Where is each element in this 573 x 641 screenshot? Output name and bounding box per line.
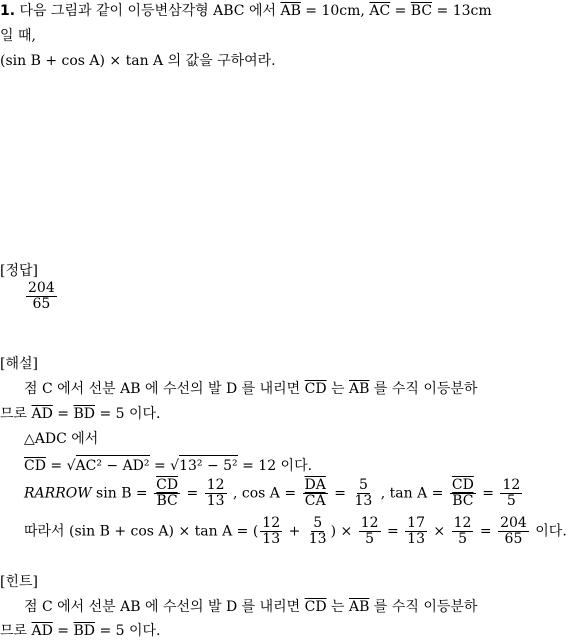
solution-text: = √	[45, 458, 76, 474]
answer-value	[24, 281, 59, 312]
problem-line-1	[0, 2, 492, 20]
problem-line-2: 일 때,	[0, 28, 36, 44]
equals-sign: =	[52, 406, 74, 422]
fraction-cd-bc-2	[450, 478, 476, 509]
equals-sign: =	[382, 523, 404, 540]
equals-sign: =	[477, 485, 499, 502]
solution-line-4	[24, 455, 312, 475]
fraction-den: 13	[354, 493, 373, 509]
hint-text: = 5 이다.	[95, 623, 161, 639]
fraction-num: 12	[453, 515, 472, 531]
rarrow-text: RARROW	[24, 485, 92, 502]
answer-denominator: 65	[32, 296, 51, 312]
segment-ab: $\overline{AB}$	[280, 3, 301, 19]
segment-bd: $\overline{BD}$	[73, 406, 95, 422]
fraction-den: BC	[156, 493, 178, 509]
answer-label: [정답]	[0, 263, 38, 279]
equals-sign: =	[329, 485, 351, 502]
fraction-num: 12	[502, 477, 521, 493]
equals-sign: =	[52, 623, 74, 639]
hint-text: 는	[326, 599, 350, 615]
fraction-den: 5	[506, 493, 516, 509]
segment-cd: $\overline{CD}$	[24, 458, 46, 474]
fraction-12-13	[205, 478, 227, 509]
solution-text: 를 수직 이등분하	[369, 381, 478, 397]
segment-cd: $\overline{CD}$	[304, 599, 327, 615]
fraction-5-13	[353, 478, 375, 509]
problem-line-3: (sin B + cos A) × tan A 의 값을 구하여라.	[0, 53, 276, 69]
solution-text: 점 C 에서 선분 AB 에 수선의 발 D 를 내리면	[24, 381, 301, 397]
fraction-den: 5	[458, 531, 467, 547]
fraction-den: 65	[504, 531, 523, 547]
fraction-den: 13	[262, 531, 281, 547]
cos-a-label: , cos A =	[228, 485, 301, 502]
hint-text: 므로	[0, 623, 32, 639]
fraction-num: $\overline{CD}$	[156, 477, 179, 493]
radicand-2: 13² − 5²	[179, 455, 238, 475]
segment-ac: $\overline{AC}$	[369, 3, 391, 19]
fraction-12-5	[359, 516, 381, 547]
solution-line-3: △ADC 에서	[24, 431, 99, 447]
fraction-num: $\overline{CD}$	[451, 477, 474, 493]
times-sign: ×	[428, 523, 450, 540]
solution-line-6	[24, 516, 567, 547]
fraction-cd-bc	[154, 478, 180, 509]
solution-text: 따라서 (sin B + cos A) × tan A = (	[24, 523, 259, 540]
radicand-1: AC² − AD²	[76, 455, 150, 475]
times-sign: ) ×	[330, 523, 357, 540]
equals-sign: =	[390, 3, 411, 19]
segment-ab: $\overline{AB}$	[349, 381, 370, 397]
segment-ab: $\overline{AB}$	[349, 599, 370, 615]
solution-text: 므로	[0, 406, 32, 422]
solution-line-5	[24, 478, 524, 509]
fraction-da-ca	[303, 478, 328, 509]
fraction-num: $\overline{DA}$	[304, 477, 326, 493]
segment-bc: $\overline{BC}$	[410, 3, 433, 19]
fraction-den: CA	[304, 493, 326, 509]
answer-fraction	[26, 281, 57, 312]
sin-b-label: sin B =	[91, 485, 153, 502]
hint-text: 점 C 에서 선분 AB 에 수선의 발 D 를 내리면	[24, 599, 301, 615]
fraction-12-13	[260, 516, 282, 547]
solution-line-2	[0, 405, 161, 423]
hint-line-1	[24, 598, 477, 616]
hint-label: [힌트]	[0, 574, 38, 590]
segment-bd: $\overline{BD}$	[73, 623, 95, 639]
solution-text: 는	[326, 381, 350, 397]
fraction-5-13	[307, 516, 329, 547]
problem-text-c: = 13cm	[432, 3, 492, 19]
solution-text: = 5 이다.	[95, 406, 161, 422]
fraction-num: 5	[313, 515, 323, 531]
fraction-12-5	[452, 516, 474, 547]
equals-sign: =	[475, 523, 497, 540]
fraction-den: 13	[308, 531, 327, 547]
solution-label: [해설]	[0, 356, 38, 372]
fraction-den: 5	[365, 531, 375, 547]
solution-text: = 12 이다.	[237, 458, 313, 474]
tan-a-label: , tan A =	[376, 485, 448, 502]
equals-sign: =	[182, 485, 203, 502]
problem-text-b: = 10cm,	[300, 3, 370, 19]
hint-line-2	[0, 622, 161, 640]
fraction-num: 5	[358, 477, 368, 493]
answer-numerator: 204	[28, 280, 55, 296]
fraction-204-65	[498, 516, 529, 547]
solution-text: 이다.	[530, 523, 567, 540]
segment-ad: $\overline{AD}$	[31, 623, 53, 639]
fraction-num: 204	[500, 515, 527, 531]
solution-line-1	[24, 380, 477, 398]
hint-text: 를 수직 이등분하	[369, 599, 478, 615]
fraction-num: 17	[407, 515, 425, 531]
solution-text: = √	[149, 458, 180, 474]
segment-ad: $\overline{AD}$	[31, 406, 53, 422]
problem-text-a: 다음 그림과 같이 이등변삼각형 ABC 에서	[19, 3, 276, 19]
fraction-12-5	[500, 478, 522, 509]
fraction-num: 12	[262, 515, 281, 531]
fraction-den: 13	[407, 531, 425, 547]
fraction-den: BC	[452, 493, 474, 509]
segment-cd: $\overline{CD}$	[304, 381, 327, 397]
fraction-den: 13	[206, 493, 225, 509]
fraction-num: 12	[206, 477, 225, 493]
fraction-num: 12	[360, 515, 379, 531]
problem-number: 1.	[0, 3, 16, 19]
fraction-17-13	[405, 516, 427, 547]
plus-sign: +	[284, 523, 305, 540]
